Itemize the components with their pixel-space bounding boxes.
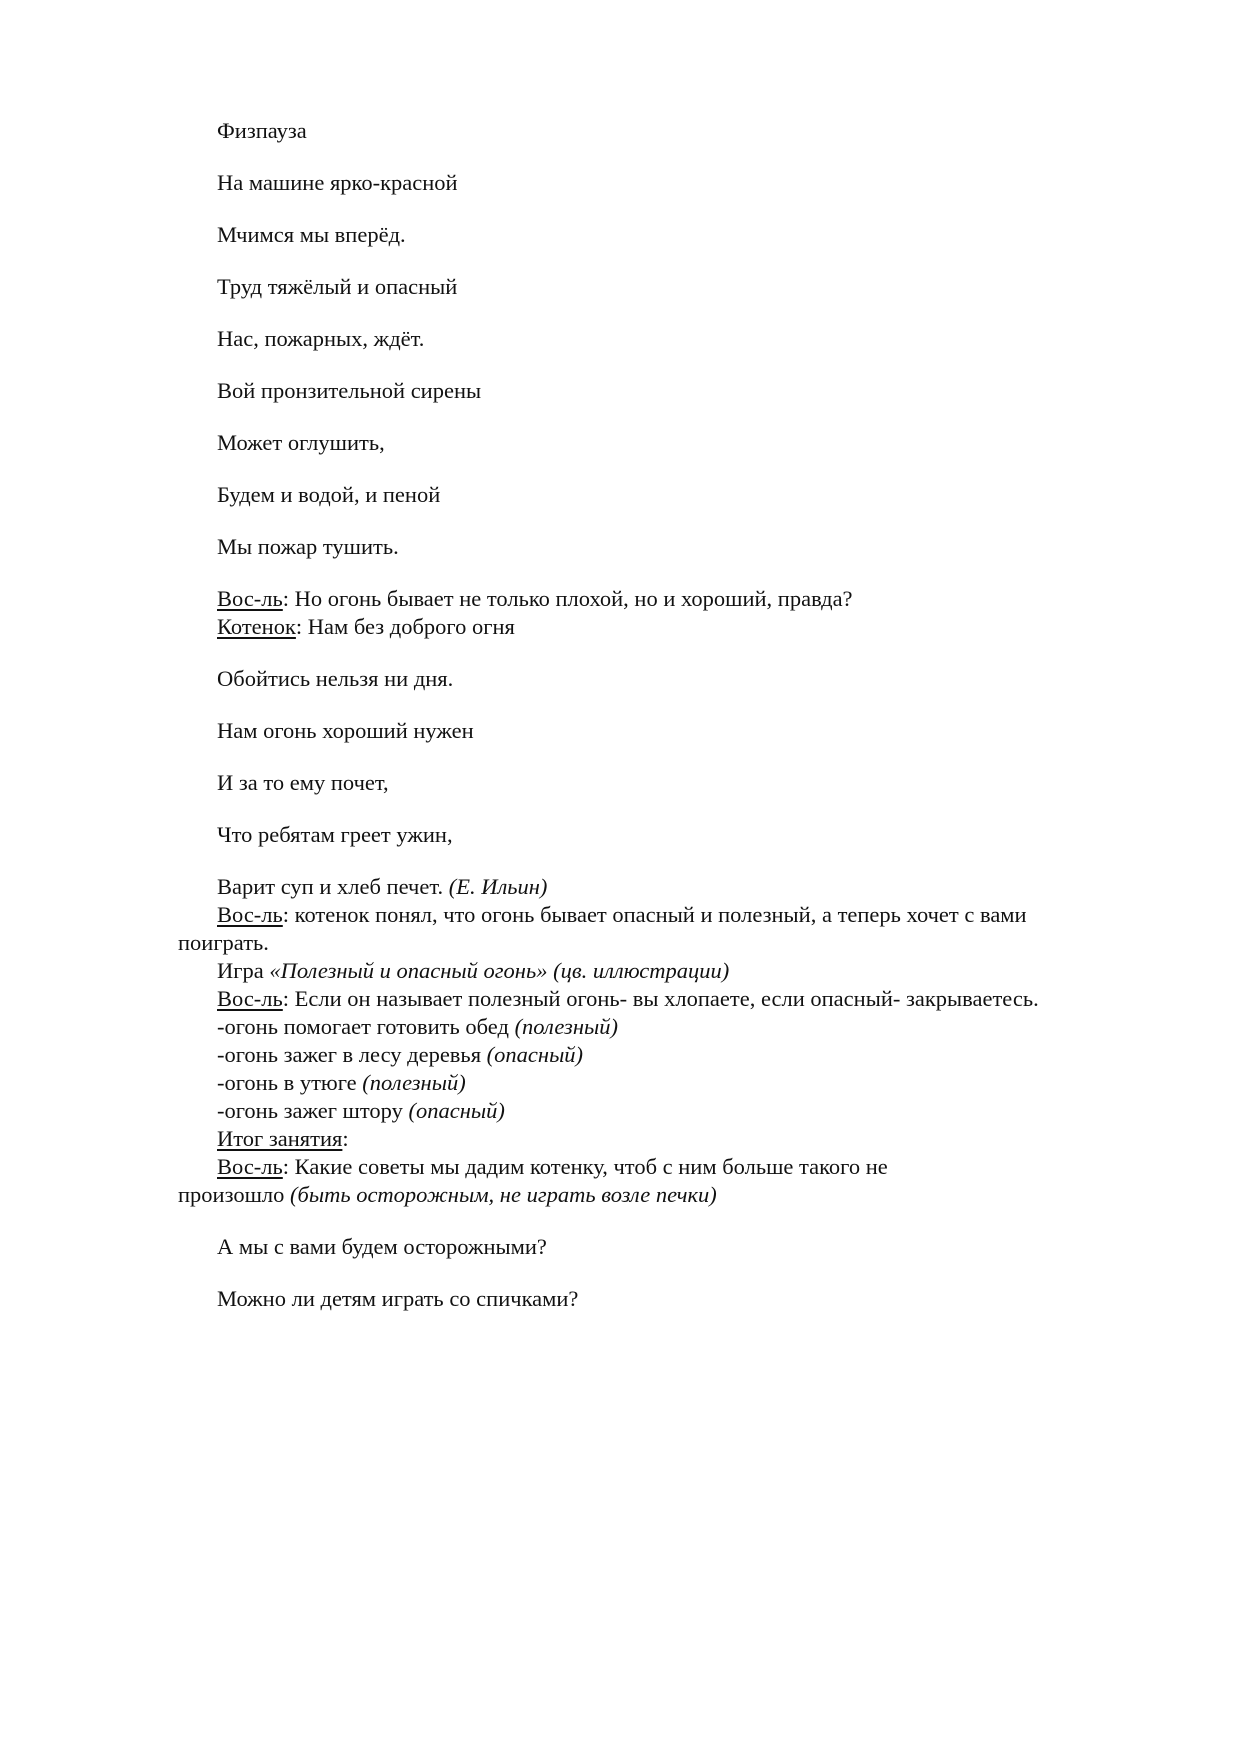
- speech-text: : Но огонь бывает не только плохой, но и хороший, правда?: [282, 586, 853, 611]
- teacher-line: [217, 901, 1027, 929]
- teacher-line: [217, 1153, 888, 1181]
- question-line: А мы с вами будем осторожными?: [217, 1234, 547, 1259]
- game-item-answer: (полезный): [514, 1014, 618, 1039]
- teacher-line: [217, 585, 853, 613]
- speaker-label: Вос-ль: [217, 902, 283, 927]
- poem-line: Обойтись нельзя ни дня.: [217, 666, 454, 691]
- game-item: [217, 1013, 618, 1041]
- poem-line: Нас, пожарных, ждёт.: [217, 326, 425, 351]
- poem-line: Будем и водой, и пеной: [217, 482, 441, 507]
- poem-line: Мчимся мы вперёд.: [217, 222, 406, 247]
- poem-line: И за то ему почет,: [217, 770, 389, 795]
- teacher-line: [217, 985, 1039, 1013]
- summary-colon: :: [342, 1126, 349, 1151]
- speaker-label: Вос-ль: [217, 586, 283, 611]
- game-item: [217, 1041, 583, 1069]
- poem-line: Может оглушить,: [217, 430, 385, 455]
- section-title: Физпауза: [217, 118, 307, 143]
- game-item-answer: (опасный): [486, 1042, 584, 1067]
- speech-note: (быть осторожным, не играть возле печки): [290, 1182, 717, 1207]
- speaker-label: Вос-ль: [217, 1154, 283, 1179]
- speech-continuation: произошло: [178, 1182, 285, 1207]
- speech-continuation: поиграть.: [178, 930, 269, 955]
- game-item-text: -огонь помогает готовить обед: [217, 1014, 509, 1039]
- poem-line: Мы пожар тушить.: [217, 534, 399, 559]
- kitten-line: [217, 613, 515, 641]
- poem-line: Нам огонь хороший нужен: [217, 718, 474, 743]
- speaker-label: Вос-ль: [217, 986, 283, 1011]
- poem-line: Вой пронзительной сирены: [217, 378, 482, 403]
- poem-line: Труд тяжёлый и опасный: [217, 274, 458, 299]
- game-item-answer: (опасный): [408, 1098, 505, 1123]
- game-item-text: -огонь в утюге: [217, 1070, 357, 1095]
- summary-label: Итог занятия: [217, 1126, 343, 1151]
- speech-text: : котенок понял, что огонь бывает опасный и полезный, а теперь хочет с вами: [282, 902, 1027, 927]
- poem-line: На машине ярко-красной: [217, 170, 458, 195]
- game-item: [217, 1069, 466, 1097]
- poem-text: Варит суп и хлеб печет.: [217, 874, 444, 899]
- speech-text: : Если он называет полезный огонь- вы хлопаете, если опасный- закрываетесь.: [282, 986, 1039, 1011]
- poem-author: (Е. Ильин): [448, 874, 548, 899]
- poem-line: Что ребятам греет ужин,: [217, 822, 453, 847]
- speech-continuation-line: [178, 1181, 717, 1209]
- game-item-answer: (полезный): [362, 1070, 466, 1095]
- game-item: [217, 1097, 505, 1125]
- game-item-text: -огонь зажег в лесу деревья: [217, 1042, 482, 1067]
- speaker-label: Котенок: [217, 614, 296, 639]
- speech-text: : Какие советы мы дадим котенку, чтоб с ним больше такого не: [282, 1154, 888, 1179]
- game-note: (цв. иллюстрации): [553, 958, 730, 983]
- question-line: Можно ли детям играть со спичками?: [217, 1286, 579, 1311]
- game-name: «Полезный и опасный огонь»: [269, 958, 548, 983]
- poem-line-author: [217, 873, 547, 901]
- speech-text: : Нам без доброго огня: [295, 614, 515, 639]
- game-item-text: -огонь зажег штору: [217, 1098, 403, 1123]
- game-prefix: Игра: [217, 958, 264, 983]
- game-title-line: [217, 957, 729, 985]
- summary-heading: [217, 1125, 349, 1153]
